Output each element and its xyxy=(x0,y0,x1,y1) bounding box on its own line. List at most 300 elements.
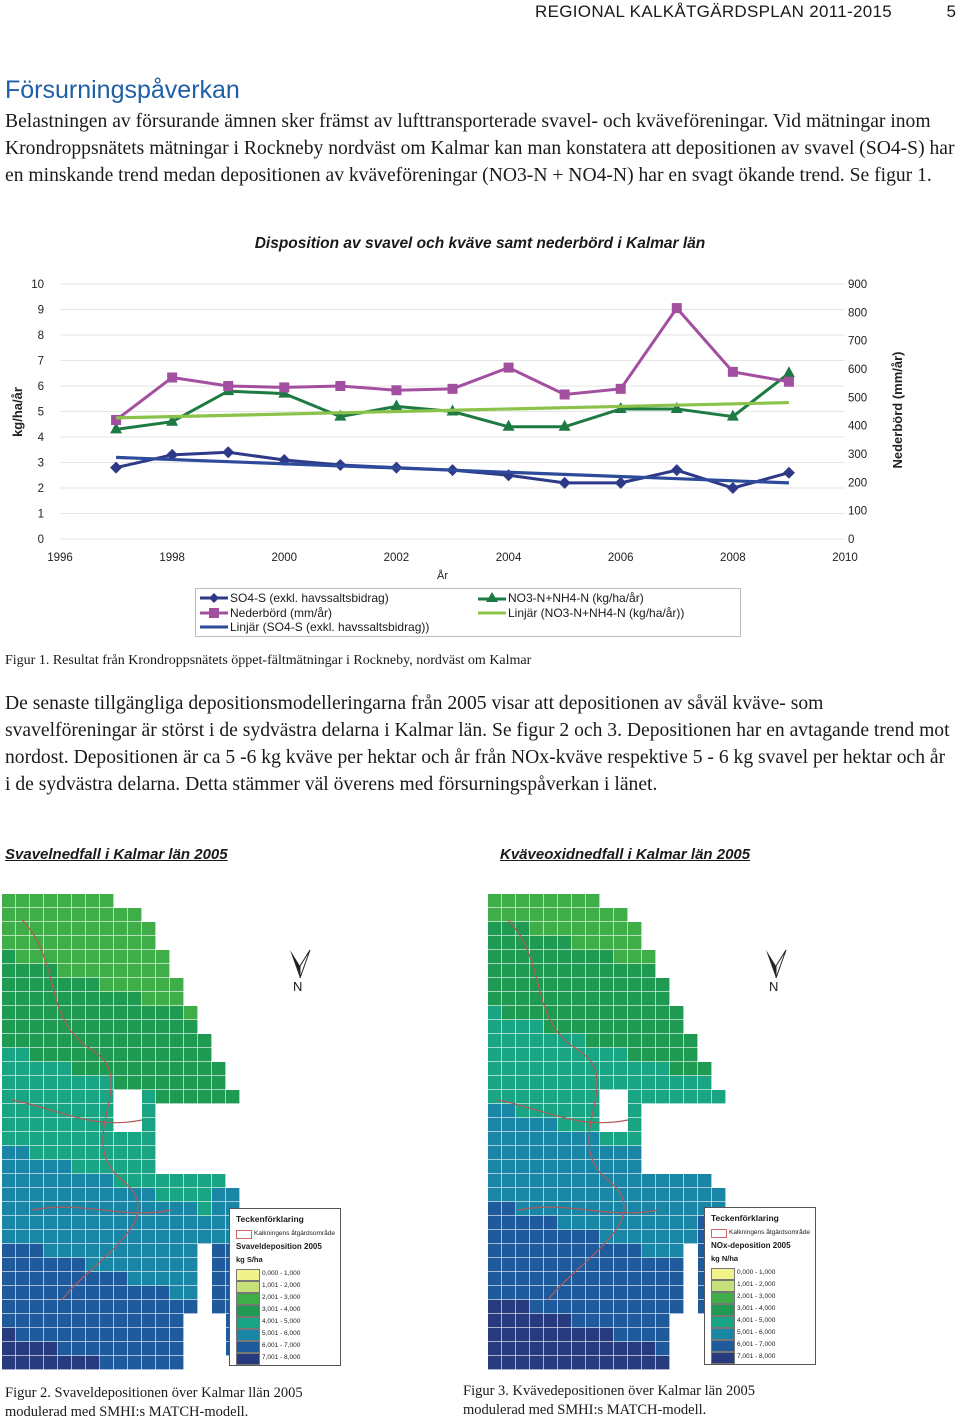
map-cell xyxy=(502,894,515,907)
map-cell xyxy=(558,1244,571,1257)
map-cell xyxy=(58,1146,71,1159)
map-cell xyxy=(488,894,501,907)
legend-label-precip: Nederbörd (mm/år) xyxy=(230,606,333,620)
map-cell xyxy=(544,1034,557,1047)
map-cell xyxy=(642,1188,655,1201)
map-cell xyxy=(58,1034,71,1047)
map-cell xyxy=(586,1118,599,1131)
map-cell xyxy=(128,908,141,921)
map-cell xyxy=(516,922,529,935)
map-cell xyxy=(212,1076,225,1089)
map-cell xyxy=(30,894,43,907)
legend-class-label: 5,001 - 6,000 xyxy=(737,1329,776,1336)
map-cell xyxy=(16,1076,29,1089)
map-cell xyxy=(628,1356,641,1369)
map-cell xyxy=(614,1132,627,1145)
map-cell xyxy=(516,1342,529,1355)
map-cell xyxy=(614,1300,627,1313)
map-cell xyxy=(226,1188,239,1201)
map-left-legend xyxy=(229,1208,341,1366)
map-cell xyxy=(572,1174,585,1187)
legend-swatch xyxy=(711,1352,735,1364)
map-cell xyxy=(530,1090,543,1103)
map-cell xyxy=(586,1300,599,1313)
map-cell xyxy=(16,1146,29,1159)
map-cell xyxy=(58,950,71,963)
map-cell xyxy=(170,992,183,1005)
map-cell xyxy=(100,1356,113,1369)
map-cell xyxy=(30,1062,43,1075)
map-cell xyxy=(600,1132,613,1145)
map-cell xyxy=(16,992,29,1005)
map-cell xyxy=(544,922,557,935)
map-cell xyxy=(2,1146,15,1159)
map-cell xyxy=(30,922,43,935)
map-cell xyxy=(72,950,85,963)
map-cell xyxy=(100,950,113,963)
point-so4 xyxy=(559,477,571,489)
map-cell xyxy=(502,936,515,949)
x-tick: 2004 xyxy=(495,552,522,564)
map-cell xyxy=(628,1090,641,1103)
map-cell xyxy=(544,1202,557,1215)
map-cell xyxy=(72,1034,85,1047)
map-cell xyxy=(628,1076,641,1089)
map-cell xyxy=(488,1062,501,1075)
map-cell xyxy=(72,1146,85,1159)
map-cell xyxy=(516,992,529,1005)
point-so4 xyxy=(671,464,683,476)
map-cell xyxy=(170,1258,183,1271)
map-cell xyxy=(572,1272,585,1285)
map-cell xyxy=(628,1314,641,1327)
map-cell xyxy=(530,1216,543,1229)
map-cell xyxy=(698,1174,711,1187)
legend-class-label: 4,001 - 5,000 xyxy=(737,1317,776,1324)
map-cell xyxy=(670,1034,683,1047)
map-cell xyxy=(170,1174,183,1187)
map-cell xyxy=(156,1048,169,1061)
map-cell xyxy=(30,950,43,963)
map-cell xyxy=(600,936,613,949)
map-cell xyxy=(156,978,169,991)
map-cell xyxy=(170,1356,183,1369)
map-cell xyxy=(488,908,501,921)
map-cell xyxy=(114,1174,127,1187)
map-cell xyxy=(558,1146,571,1159)
map-cell xyxy=(656,1006,669,1019)
map-cell xyxy=(642,1174,655,1187)
map-cell xyxy=(670,1062,683,1075)
map-cell xyxy=(558,1118,571,1131)
map-cell xyxy=(502,1048,515,1061)
map-cell xyxy=(516,1076,529,1089)
point-so4 xyxy=(222,446,234,458)
map-cell xyxy=(58,1202,71,1215)
map-cell xyxy=(530,894,543,907)
map-cell xyxy=(600,1300,613,1313)
map-cell xyxy=(572,1034,585,1047)
map-cell xyxy=(488,1006,501,1019)
map-cell xyxy=(30,1118,43,1131)
map-cell xyxy=(628,936,641,949)
map-cell xyxy=(586,1146,599,1159)
map-cell xyxy=(100,922,113,935)
legend-class-label: 6,001 - 7,000 xyxy=(737,1341,776,1348)
point-precip xyxy=(448,384,458,394)
map-cell xyxy=(516,1048,529,1061)
map-cell xyxy=(2,1328,15,1341)
map-cell xyxy=(544,1118,557,1131)
map-cell xyxy=(558,964,571,977)
map-cell xyxy=(72,1314,85,1327)
map-cell xyxy=(16,1118,29,1131)
map-cell xyxy=(72,1188,85,1201)
map-cell xyxy=(72,1356,85,1369)
map-cell xyxy=(2,978,15,991)
map-cell xyxy=(502,950,515,963)
map-cell xyxy=(184,1020,197,1033)
map-cell xyxy=(128,1230,141,1243)
map-cell xyxy=(502,1118,515,1131)
map-cell xyxy=(44,1090,57,1103)
map-cell xyxy=(614,908,627,921)
map-cell xyxy=(184,1286,197,1299)
map-cell xyxy=(586,1202,599,1215)
map-cell xyxy=(142,1090,155,1103)
map-cell xyxy=(488,1118,501,1131)
map-cell xyxy=(628,1300,641,1313)
map-cell xyxy=(516,936,529,949)
map-cell xyxy=(572,1104,585,1117)
map-cell xyxy=(58,978,71,991)
map-cell xyxy=(614,1244,627,1257)
map-cell xyxy=(72,992,85,1005)
map-cell xyxy=(614,1020,627,1033)
map-cell xyxy=(128,1160,141,1173)
map-cell xyxy=(156,1300,169,1313)
map-cell xyxy=(30,908,43,921)
map-cell xyxy=(16,1132,29,1145)
map-cell xyxy=(58,922,71,935)
map-cell xyxy=(614,1314,627,1327)
map-cell xyxy=(58,1076,71,1089)
map-cell xyxy=(2,908,15,921)
map-cell xyxy=(488,1328,501,1341)
map-cell xyxy=(100,1146,113,1159)
map-cell xyxy=(530,1146,543,1159)
map-cell xyxy=(114,964,127,977)
map-cell xyxy=(614,1174,627,1187)
map-cell xyxy=(572,922,585,935)
legend-class-label: 0,000 - 1,000 xyxy=(262,1270,301,1277)
map-cell xyxy=(502,1132,515,1145)
map-cell xyxy=(488,1258,501,1271)
map-cell xyxy=(212,1272,225,1285)
x-tick: 1996 xyxy=(47,552,73,564)
map-cell xyxy=(72,894,85,907)
map-cell xyxy=(516,1188,529,1201)
area-swatch-left xyxy=(236,1230,252,1239)
map-cell xyxy=(628,1020,641,1033)
point-precip xyxy=(784,377,794,387)
map-cell xyxy=(516,1258,529,1271)
map-cell xyxy=(586,1328,599,1341)
map-cell xyxy=(100,978,113,991)
map-cell xyxy=(128,1286,141,1299)
map-cell xyxy=(16,1272,29,1285)
map-cell xyxy=(58,1118,71,1131)
map-cell xyxy=(544,1006,557,1019)
map-cell xyxy=(684,1188,697,1201)
map-cell xyxy=(642,1202,655,1215)
map-cell xyxy=(656,1062,669,1075)
map-cell xyxy=(2,950,15,963)
map-cell xyxy=(156,992,169,1005)
map-cell xyxy=(502,922,515,935)
map-cell xyxy=(600,950,613,963)
map-cell xyxy=(114,1216,127,1229)
map-cell xyxy=(114,992,127,1005)
map-cell xyxy=(572,908,585,921)
map-cell xyxy=(142,1034,155,1047)
north-label-left: N xyxy=(293,979,303,994)
map-cell xyxy=(30,1342,43,1355)
legend-unit-right: kg N/ha xyxy=(711,1254,739,1263)
map-cell xyxy=(656,1286,669,1299)
map-cell xyxy=(128,978,141,991)
map-cell xyxy=(614,1006,627,1019)
map-cell xyxy=(656,1188,669,1201)
map-cell xyxy=(642,1006,655,1019)
map-cell xyxy=(572,1342,585,1355)
map-cell xyxy=(488,1160,501,1173)
map-cell xyxy=(572,1286,585,1299)
map-cell xyxy=(488,1216,501,1229)
map-cell xyxy=(614,1146,627,1159)
legend-swatch xyxy=(236,1317,260,1329)
map-cell xyxy=(670,1244,683,1257)
map-cell xyxy=(100,992,113,1005)
map-cell xyxy=(614,1356,627,1369)
map-cell xyxy=(86,1286,99,1299)
map-cell xyxy=(530,1118,543,1131)
map-cell xyxy=(100,1202,113,1215)
map-cell xyxy=(502,1230,515,1243)
map-cell xyxy=(600,1174,613,1187)
map-cell xyxy=(656,1230,669,1243)
map-cell xyxy=(488,992,501,1005)
map-cell xyxy=(614,922,627,935)
map-cell xyxy=(114,1188,127,1201)
map-cell xyxy=(530,1286,543,1299)
map-cell xyxy=(86,978,99,991)
map-cell xyxy=(586,1034,599,1047)
map-cell xyxy=(656,1034,669,1047)
map-cell xyxy=(670,1272,683,1285)
map-cell xyxy=(128,1356,141,1369)
map-cell xyxy=(44,1076,57,1089)
map-cell xyxy=(558,978,571,991)
map-cell xyxy=(488,1188,501,1201)
map-cell xyxy=(642,1272,655,1285)
map-cell xyxy=(572,1314,585,1327)
map-cell xyxy=(2,1048,15,1061)
map-cell xyxy=(544,1146,557,1159)
map-cell xyxy=(72,1020,85,1033)
modelling-paragraph: De senaste tillgängliga depositionsmodelleringarna från 2005 visar att depositionen av såväl kväve- som svavelföreningar är störst i de sydvästra delarna i Kalmar län. Se figur 2 och 3. Depositionen har en avtagande trend mot nordost. Depositionen är ca 5 -6 kg kväve per hektar och år från NOx-kväve respektive 5 - 6 kg svavel per hektar och år i de sydvästra delarna. Detta stämmer väl överens med försurningspåverkan i länet. xyxy=(5,693,950,795)
map-cell xyxy=(44,1300,57,1313)
map-right-title: Kväveoxidnedfall i Kalmar län 2005 xyxy=(500,846,751,863)
map-cell xyxy=(558,1006,571,1019)
map-cell xyxy=(2,1076,15,1089)
map-cell xyxy=(516,1216,529,1229)
chart-legend xyxy=(195,588,741,637)
map-cell xyxy=(30,1048,43,1061)
map-cell xyxy=(558,1328,571,1341)
map-cell xyxy=(100,1090,113,1103)
map-cell xyxy=(600,1006,613,1019)
legend-swatch xyxy=(236,1269,260,1281)
legend-swatch xyxy=(236,1293,260,1305)
map-cell xyxy=(58,1328,71,1341)
map-cell xyxy=(30,1230,43,1243)
map-cell xyxy=(600,1314,613,1327)
map-cell xyxy=(212,1286,225,1299)
map-cell xyxy=(516,978,529,991)
map-cell xyxy=(2,922,15,935)
map-cell xyxy=(30,1286,43,1299)
map-cell xyxy=(142,1286,155,1299)
y-tick-left: 9 xyxy=(37,304,44,317)
map-cell xyxy=(184,1300,197,1313)
map-cell xyxy=(488,1244,501,1257)
map-cell xyxy=(558,950,571,963)
map-cell xyxy=(86,964,99,977)
map-cell xyxy=(642,1258,655,1271)
map-cell xyxy=(128,1006,141,1019)
map-cell xyxy=(544,1216,557,1229)
map-cell xyxy=(628,1188,641,1201)
map-cell xyxy=(44,1104,57,1117)
x-tick: 2008 xyxy=(720,552,746,564)
map-cell xyxy=(86,1174,99,1187)
map-cell xyxy=(586,1286,599,1299)
map-cell xyxy=(670,1202,683,1215)
map-cell xyxy=(72,908,85,921)
map-cell xyxy=(642,964,655,977)
map-cell xyxy=(170,1272,183,1285)
map-cell xyxy=(142,1062,155,1075)
map-cell xyxy=(44,1188,57,1201)
map-cell xyxy=(558,1356,571,1369)
map-cell xyxy=(30,1160,43,1173)
map-cell xyxy=(572,1300,585,1313)
area-label-right: Kalkningens åtgärdsområde xyxy=(729,1229,810,1236)
map-cell xyxy=(128,1314,141,1327)
map-cell xyxy=(642,1314,655,1327)
y-axis-label-right: Nederbörd (mm/år) xyxy=(890,351,905,469)
map-cell xyxy=(30,964,43,977)
map-cell xyxy=(72,1300,85,1313)
map-cell xyxy=(128,922,141,935)
map-cell xyxy=(86,1342,99,1355)
map-cell xyxy=(558,1286,571,1299)
map-cell xyxy=(586,894,599,907)
map-cell xyxy=(558,1104,571,1117)
map-cell xyxy=(530,1300,543,1313)
map-cell xyxy=(544,894,557,907)
map-cell xyxy=(642,1020,655,1033)
map-cell xyxy=(30,1174,43,1187)
map-cell xyxy=(572,894,585,907)
map-cell xyxy=(170,1300,183,1313)
map-cell xyxy=(170,1314,183,1327)
map-cell xyxy=(670,1076,683,1089)
map-cell xyxy=(530,1076,543,1089)
map-cell xyxy=(642,1356,655,1369)
map-cell xyxy=(142,1048,155,1061)
map-cell xyxy=(544,1328,557,1341)
map-cell xyxy=(530,922,543,935)
map-cell xyxy=(586,908,599,921)
map-cell xyxy=(170,1020,183,1033)
map-cell xyxy=(170,1006,183,1019)
map-cell xyxy=(198,1202,211,1215)
map-cell xyxy=(198,1216,211,1229)
map-cell xyxy=(58,1216,71,1229)
map-cell xyxy=(586,1132,599,1145)
point-precip xyxy=(167,373,177,383)
map-cell xyxy=(684,1048,697,1061)
y-tick-left: 4 xyxy=(37,432,44,444)
map-cell xyxy=(2,1174,15,1187)
map-cell xyxy=(656,1356,669,1369)
map-cell xyxy=(502,1342,515,1355)
map-cell xyxy=(100,1132,113,1145)
map-cell xyxy=(16,894,29,907)
map-cell xyxy=(502,1146,515,1159)
map-cell xyxy=(114,922,127,935)
map-cell xyxy=(114,1272,127,1285)
map-cell xyxy=(656,1300,669,1313)
map-cell xyxy=(184,1090,197,1103)
map-cell xyxy=(72,1160,85,1173)
map-cell xyxy=(114,1342,127,1355)
map-cell xyxy=(516,964,529,977)
map-cell xyxy=(670,1230,683,1243)
map-cell xyxy=(30,992,43,1005)
map-cell xyxy=(656,1090,669,1103)
map-cell xyxy=(30,1356,43,1369)
map-cell xyxy=(30,1244,43,1257)
map-cell xyxy=(184,1230,197,1243)
map-cell xyxy=(544,1342,557,1355)
north-arrow-left xyxy=(286,948,316,998)
map-cell xyxy=(488,1020,501,1033)
map-cell xyxy=(100,1216,113,1229)
map-cell xyxy=(628,1342,641,1355)
map-cell xyxy=(614,1062,627,1075)
map-cell xyxy=(530,936,543,949)
map-cell xyxy=(572,1188,585,1201)
map-cell xyxy=(142,950,155,963)
map-cell xyxy=(212,1244,225,1257)
map-cell xyxy=(44,964,57,977)
map-cell xyxy=(184,1258,197,1271)
map-cell xyxy=(44,1062,57,1075)
map-cell xyxy=(128,1076,141,1089)
